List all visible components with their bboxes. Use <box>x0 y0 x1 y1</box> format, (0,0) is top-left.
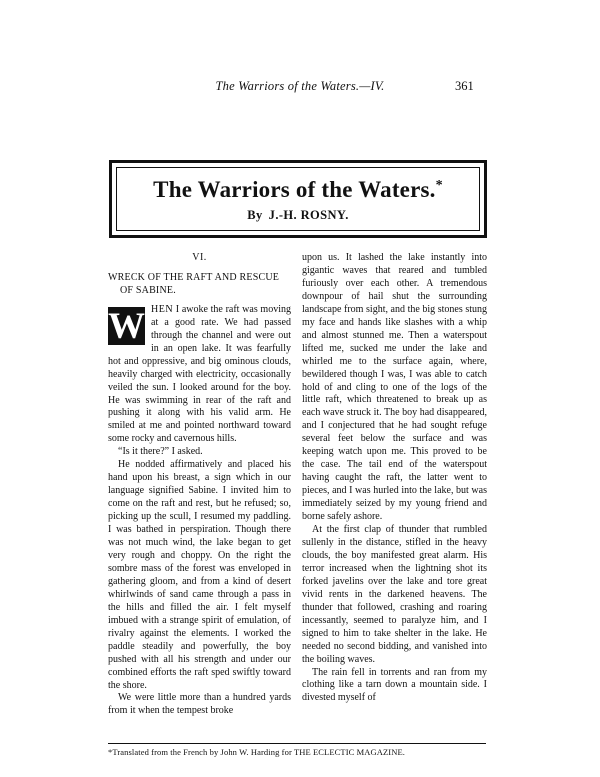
article-title-text: The Warriors of the Waters. <box>153 177 436 202</box>
author-name: J.-H. ROSNY. <box>268 208 349 222</box>
paragraph: He nodded affirmatively and placed his hand upon his breast, a sign which in our language signified Sabine. I invited him to come on the raft and rest, but he refused; so, picking up the scull, I resumed my paddling. I was bathed in perspiration. Though there was not much wind, the lake began to get very rough and choppy. On the right the sombre mass of the forest was enveloped in gathering gloom, and from a kind of desert whirlwinds of sand came through a pass in the hills and filled the air. I felt myself imbued with a strange spirit of emulation, of rivalry against the elements. I worked the paddle steadily and powerfully, the boy pushed with all his strength and under our combined efforts the raft sped swiftly toward the shore. <box>108 459 291 691</box>
page-number: 361 <box>455 79 474 93</box>
title-box <box>109 160 487 238</box>
left-column <box>108 252 291 718</box>
paragraph: We were little more than a hundred yards from it when the tempest broke <box>108 692 291 717</box>
paragraph: upon us. It lashed the lake instantly into gigantic waves that reared and tumbled furiously over each other. A tremendous downpour of hail shut the surrounding landscape from sight, and the big stones stung my face and hands like slashes with a whip and almost stunned me. Then a waterspout lifted me, sucked me under the lake and whirled me to the surface again, where, bewildered though I was, I was able to catch hold of and cling to one of the logs of the little raft, which threatened to break up as each wave struck it. The boy had disappeared, and I conjectured that he had sought refuge several feet below the surface and was keeping watch upon me. This proved to be the case. The tail end of the waterspout having caught the raft, the latter went to pieces, and I was hurled into the lake, but was immediately seized by my young friend and borne safely ashore. <box>302 252 487 523</box>
byline-prefix: By <box>247 208 263 222</box>
right-column <box>302 252 487 705</box>
byline <box>112 208 484 223</box>
paragraph: The rain fell in torrents and ran from my clothing like a tarn down a mountain side. I divested myself of <box>302 666 487 704</box>
section-heading: WRECK OF THE RAFT AND RESCUE OF SABINE. <box>108 271 280 296</box>
footnote-rule <box>108 743 486 744</box>
running-header <box>0 79 600 99</box>
first-word-rest: HEN <box>151 303 174 315</box>
paragraph: “Is it there?” I asked. <box>118 446 203 458</box>
footnote: *Translated from the French by John W. Harding for THE ECLECTIC MAGAZINE. <box>108 747 405 757</box>
drop-cap: W <box>108 305 145 347</box>
article-title <box>112 177 484 203</box>
paragraph: At the first clap of thunder that rumbled sullenly in the distance, stifled in the heavy clouds, the boy manifested great alarm. His terror increased when the lightning shot its forked javelins over the lake and tore great vivid rents in the darkened heavens. The thunder that followed, crashing and roaring incessantly, seemed to paralyze him, and I signed to him to take shelter in the lake. He needed no second bidding, and vanished into the boiling waves. <box>302 524 487 665</box>
opening-paragraph <box>108 304 291 446</box>
footnote-marker: * <box>435 178 443 193</box>
opening-paragraph-text: I awoke the raft was moving at a good rate. We had passed through the channel and were out in an open lake. It was fearfully hot and oppressive, and big ominous clouds, heavily charged with electricity, occasionally veiled the sun. I looked around for the boy. He was swimming in rear of the raft and pushing it along with his valid arm. He smiled at me and pointed northward toward some rocky and cavernous hills. <box>108 303 291 445</box>
section-number: VI. <box>192 252 207 263</box>
running-title: The Warriors of the Waters.—IV. <box>215 79 385 93</box>
